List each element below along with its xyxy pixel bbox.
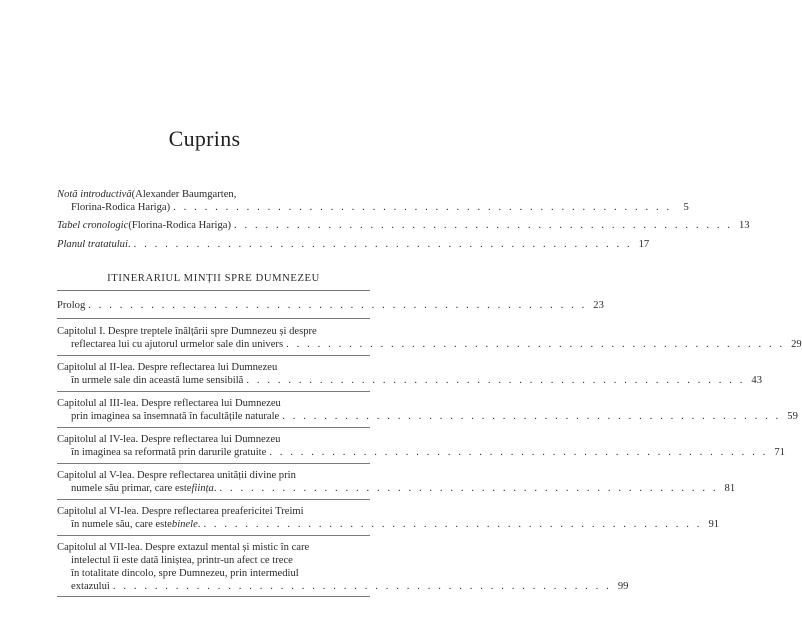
toc-line	[57, 580, 629, 593]
entry-text: Capitolul al III-lea. Despre reflectarea lui Dumnezeu	[57, 398, 281, 409]
entry-text: intelectul îi este dată liniștea, printr-un afect ce trece	[71, 555, 293, 566]
toc-line	[57, 554, 370, 567]
toc-line	[57, 482, 736, 495]
entry-divider	[57, 427, 370, 428]
section-heading: ITINERARIUL MINȚII SPRE DUMNEZEU	[107, 273, 320, 284]
dot-leader: . . . . . . . . . . . . . . . . . . . . . . . . . . . . . . . . . . . . . . . . . . . . . . . .	[246, 375, 745, 386]
entry-text: Capitolul al II-lea. Despre reflectarea lui Dumnezeu	[57, 362, 278, 373]
entry-title-em: Tabel cronologic	[57, 220, 129, 231]
toc-line	[57, 201, 689, 214]
dot-leader: . . . . . . . . . . . . . . . . . . . . . . . . . . . . . . . . . . . . . . . . . . . . . . . .	[173, 202, 672, 213]
dot-leader: . . . . . . . . . . . . . . . . . . . . . . . . . . . . . . . . . . . . . . . . . . . . . . . .	[88, 300, 587, 311]
toc-entry-chapter-6[interactable]	[57, 505, 720, 531]
page-number: 17	[638, 239, 650, 250]
dot-leader: . . . . . . . . . . . . . . . . . . . . . . . . . . . . . . . . . . . . . . . . . . . . . . . .	[282, 411, 781, 422]
toc-line	[57, 219, 750, 232]
toc-line	[57, 361, 370, 374]
entry-text: extazului	[71, 581, 110, 592]
entry-title-em: Planul tratatului	[57, 239, 128, 250]
entry-text: Capitolul al IV-lea. Despre reflectarea lui Dumnezeu	[57, 434, 281, 445]
entry-text: în totalitate dincolo, spre Dumnezeu, prin intermediul	[71, 568, 299, 579]
toc-line	[57, 505, 370, 518]
entry-divider	[57, 499, 370, 500]
toc-entry-chapter-7[interactable]	[57, 541, 629, 593]
entry-text: prin imaginea sa însemnată în facultățile naturale	[71, 411, 280, 422]
toc-entry-chapter-3[interactable]	[57, 397, 798, 423]
entry-text-rest: .	[213, 483, 217, 494]
page-number: 81	[724, 483, 736, 494]
entry-divider	[57, 318, 370, 319]
page-number: 99	[617, 581, 629, 592]
dot-leader: . . . . . . . . . . . . . . . . . . . . . . . . . . . . . . . . . . . . . . . . . . . . . . . .	[219, 483, 719, 494]
page-number: 29	[791, 339, 802, 350]
entry-text: Florina-Rodica Hariga)	[71, 202, 171, 213]
entry-text: Prolog	[57, 300, 86, 311]
dot-leader: . . . . . . . . . . . . . . . . . . . . . . . . . . . . . . . . . . . . . . . . . . . . . . . .	[112, 581, 612, 592]
entry-text: Capitolul al VI-lea. Despre reflectarea preafericitei Treimi	[57, 506, 304, 517]
toc-line	[57, 446, 785, 459]
entry-text: în numele său, care este	[71, 519, 172, 530]
toc-line	[57, 397, 370, 410]
page-number: 91	[708, 519, 720, 530]
toc-line	[57, 374, 762, 387]
toc-line	[57, 238, 650, 251]
dot-leader: . . . . . . . . . . . . . . . . . . . . . . . . . . . . . . . . . . . . . . . . . . . . . . . .	[233, 220, 733, 231]
toc-line	[57, 567, 370, 580]
toc-line	[57, 299, 604, 312]
entry-title-em: Notă introductivă	[57, 189, 132, 200]
page-number: 71	[774, 447, 785, 458]
toc-line	[57, 338, 802, 351]
dot-leader: . . . . . . . . . . . . . . . . . . . . . . . . . . . . . . . . . . . . . . . . . . . . . . . .	[203, 519, 703, 530]
entry-divider	[57, 463, 370, 464]
page-number: 5	[683, 202, 689, 213]
page-number: 23	[593, 300, 604, 311]
page-title: Cuprins	[168, 126, 241, 151]
toc-entry-tabel[interactable]	[57, 219, 750, 232]
entry-text-rest: .	[197, 519, 201, 530]
toc-line	[57, 325, 370, 338]
toc-entry-prolog[interactable]	[57, 299, 604, 312]
toc-entry-chapter-2[interactable]	[57, 361, 762, 387]
entry-text: reflectarea lui cu ajutorul urmelor sale din univers	[71, 339, 284, 350]
toc-line	[57, 518, 720, 531]
entry-title-rest: (Florina-Rodica Hariga)	[128, 220, 231, 231]
entry-title-rest: .	[127, 239, 131, 250]
page-number: 59	[787, 411, 798, 422]
entry-title-rest: (Alexander Baumgarten,	[131, 189, 237, 200]
entry-divider	[57, 596, 370, 597]
entry-text: numele său primar, care este	[71, 483, 192, 494]
toc-entry-chapter-1[interactable]	[57, 325, 802, 351]
dot-leader: . . . . . . . . . . . . . . . . . . . . . . . . . . . . . . . . . . . . . . . . . . . . . . . .	[286, 339, 785, 350]
entry-text: în imaginea sa reformată prin darurile gratuite	[71, 447, 267, 458]
page-number: 43	[751, 375, 762, 386]
entry-divider	[57, 535, 370, 536]
dot-leader: . . . . . . . . . . . . . . . . . . . . . . . . . . . . . . . . . . . . . . . . . . . . . . . .	[269, 447, 768, 458]
entry-divider	[57, 391, 370, 392]
page-number: 13	[739, 220, 750, 231]
toc-entry-chapter-5[interactable]	[57, 469, 736, 495]
entry-text-em: binele	[171, 519, 198, 530]
toc-line	[57, 469, 370, 482]
dot-leader: . . . . . . . . . . . . . . . . . . . . . . . . . . . . . . . . . . . . . . . . . . . . . . . .	[133, 239, 633, 250]
toc-line	[57, 410, 798, 423]
entry-text-em: ființa	[191, 483, 214, 494]
entry-divider	[57, 355, 370, 356]
entry-text: Capitolul al V-lea. Despre reflectarea unității divine prin	[57, 470, 296, 481]
toc-line	[57, 433, 370, 446]
entry-text: Capitolul al VII-lea. Despre extazul mental și mistic în care	[57, 542, 310, 553]
toc-entry-planul[interactable]	[57, 238, 650, 251]
entry-text: Capitolul I. Despre treptele înălțării spre Dumnezeu și despre	[57, 326, 317, 337]
toc-line	[57, 188, 370, 201]
toc-line	[57, 541, 370, 554]
section-divider	[57, 290, 370, 291]
toc-entry-chapter-4[interactable]	[57, 433, 785, 459]
toc-entry-nota[interactable]	[57, 188, 689, 214]
entry-text: în urmele sale din această lume sensibilă	[71, 375, 244, 386]
